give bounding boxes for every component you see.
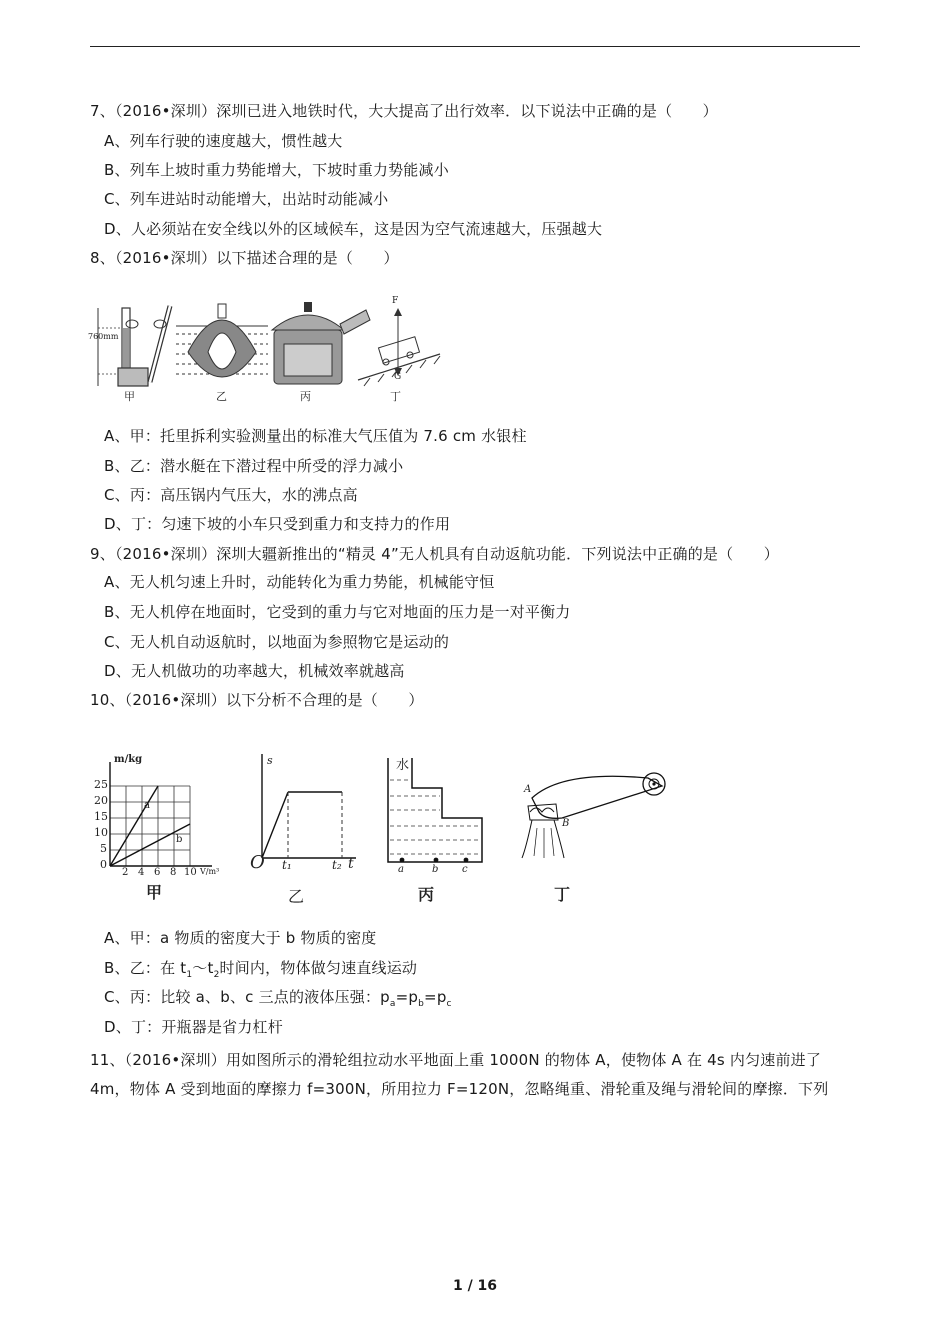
question-9-stem: 9、（2016•深圳）深圳大疆新推出的“精灵 4”无人机具有自动返航功能．下列说法中正确的是（ ） bbox=[90, 545, 779, 563]
graph-ylabel: m/kg bbox=[114, 754, 143, 765]
graph-line-a-label: a bbox=[144, 800, 150, 811]
question-10-stem: 10、（2016•深圳）以下分析不合理的是（ ） bbox=[90, 691, 424, 709]
figure-10-label-jia: 甲 bbox=[146, 883, 163, 902]
question-8-option-b: B、乙：潜水艇在下潜过程中所受的浮力减小 bbox=[104, 457, 404, 475]
question-7-option-d: D、人必须站在安全线以外的区域候车，这是因为空气流速越大，压强越大 bbox=[104, 220, 603, 238]
graph-xtick-10: 10 bbox=[184, 867, 197, 878]
figure-8-label-ding: 丁 bbox=[390, 390, 401, 403]
container-point-a: a bbox=[398, 864, 404, 875]
question-9-option-d: D、无人机做功的功率越大，机械效率就越高 bbox=[104, 662, 405, 680]
question-7-option-b: B、列车上坡时重力势能增大，下坡时重力势能减小 bbox=[104, 161, 449, 179]
option-text: C、丙：比较 a、b、c 三点的液体压强：p bbox=[104, 988, 390, 1006]
graph-ytick-15: 15 bbox=[94, 810, 108, 823]
subscript-1: 1 bbox=[186, 970, 193, 980]
opener-point-a: A bbox=[524, 784, 532, 795]
question-7-option-a: A、列车行驶的速度越大，惯性越大 bbox=[104, 132, 343, 150]
question-8-option-d: D、丁：匀速下坡的小车只受到重力和支持力的作用 bbox=[104, 515, 451, 533]
option-text: A、甲：a 物质的密度大于 b 物质的密度 bbox=[104, 929, 377, 947]
graph-ytick-20: 20 bbox=[94, 794, 108, 807]
question-10-figure bbox=[92, 748, 682, 908]
option-text: D、丁：开瓶器是省力杠杆 bbox=[104, 1018, 283, 1036]
question-9-option-c: C、无人机自动返航时，以地面为参照物它是运动的 bbox=[104, 633, 450, 651]
graph-ytick-0: 0 bbox=[100, 858, 107, 871]
figure-8-label-jia: 甲 bbox=[124, 390, 135, 403]
option-text: =p bbox=[395, 988, 419, 1006]
option-text: 时间内，物体做匀速直线运动 bbox=[219, 959, 418, 977]
container-water-label: 水 bbox=[396, 758, 410, 773]
question-9-option-a: A、无人机匀速上升时，动能转化为重力势能，机械能守恒 bbox=[104, 573, 495, 591]
question-8-figure bbox=[88, 294, 448, 406]
graph-xlabel: V/m³ bbox=[200, 867, 220, 876]
graph-ytick-10: 10 bbox=[94, 826, 108, 839]
question-10-option-d bbox=[104, 1017, 283, 1037]
question-7-stem: 7、（2016•深圳）深圳已进入地铁时代，大大提高了出行效率．以下说法中正确的是（ ） bbox=[90, 102, 718, 120]
question-8-stem: 8、（2016•深圳）以下描述合理的是（ ） bbox=[90, 249, 399, 267]
graph-ytick-5: 5 bbox=[100, 842, 107, 855]
question-10-figure-drawing bbox=[92, 748, 682, 908]
question-11-stem: 11、（2016•深圳）用如图所示的滑轮组拉动水平地面上重 1000N 的物体 A，使物体 A 在 4s 内匀速前进了 4m，物体 A 受到地面的摩擦力 f=300N，所用拉力 F=120N，忽略绳重、滑轮重及绳与滑轮间的摩擦．下列 bbox=[90, 1051, 829, 1098]
container-point-c: c bbox=[462, 864, 468, 875]
figure-8-label-yi: 乙 bbox=[216, 390, 227, 403]
subscript-2: 2 bbox=[213, 970, 220, 980]
graph-xtick-6: 6 bbox=[154, 867, 161, 878]
question-10-option-b bbox=[104, 958, 417, 985]
figure-10-label-bing: 丙 bbox=[418, 885, 435, 904]
force-f-label: F bbox=[392, 296, 399, 306]
question-8-option-c: C、丙：高压锅内气压大，水的沸点高 bbox=[104, 486, 358, 504]
subscript-c: c bbox=[446, 999, 452, 1009]
graph-xtick-2: 2 bbox=[122, 867, 129, 878]
st-graph-t: t bbox=[348, 856, 354, 872]
torricelli-mm-label: 760mm bbox=[88, 332, 119, 341]
st-graph-s-label: s bbox=[267, 754, 273, 767]
graph-line-b-label: b bbox=[176, 834, 183, 845]
figure-10-label-yi: 乙 bbox=[288, 887, 305, 906]
question-9-option-b: B、无人机停在地面时，它受到的重力与它对地面的压力是一对平衡力 bbox=[104, 603, 571, 621]
option-text: B、乙：在 t bbox=[104, 959, 187, 977]
subscript-b: b bbox=[418, 999, 425, 1009]
st-graph-origin: O bbox=[250, 852, 265, 873]
option-text: ～t bbox=[192, 959, 214, 977]
question-7-option-c: C、列车进站时动能增大，出站时动能减小 bbox=[104, 190, 389, 208]
subscript-a: a bbox=[389, 999, 396, 1009]
graph-ytick-25: 25 bbox=[94, 778, 108, 791]
st-graph-t1: t₁ bbox=[282, 858, 292, 872]
st-graph-t2: t₂ bbox=[332, 858, 342, 872]
question-8-option-a: A、甲：托里拆利实验测量出的标准大气压值为 7.6 cm 水银柱 bbox=[104, 427, 527, 445]
question-10-option-a bbox=[104, 928, 376, 948]
page-number: 1 / 16 bbox=[452, 1278, 498, 1294]
figure-8-label-bing: 丙 bbox=[300, 390, 311, 403]
graph-xtick-8: 8 bbox=[170, 867, 177, 878]
option-text: =p bbox=[424, 988, 447, 1006]
force-g-label: G bbox=[394, 372, 402, 382]
figure-10-label-ding: 丁 bbox=[554, 885, 571, 904]
container-point-b: b bbox=[432, 864, 439, 875]
header-rule bbox=[90, 46, 860, 47]
graph-xtick-4: 4 bbox=[138, 867, 145, 878]
opener-point-b: B bbox=[562, 818, 570, 829]
question-10-option-c bbox=[104, 987, 452, 1014]
